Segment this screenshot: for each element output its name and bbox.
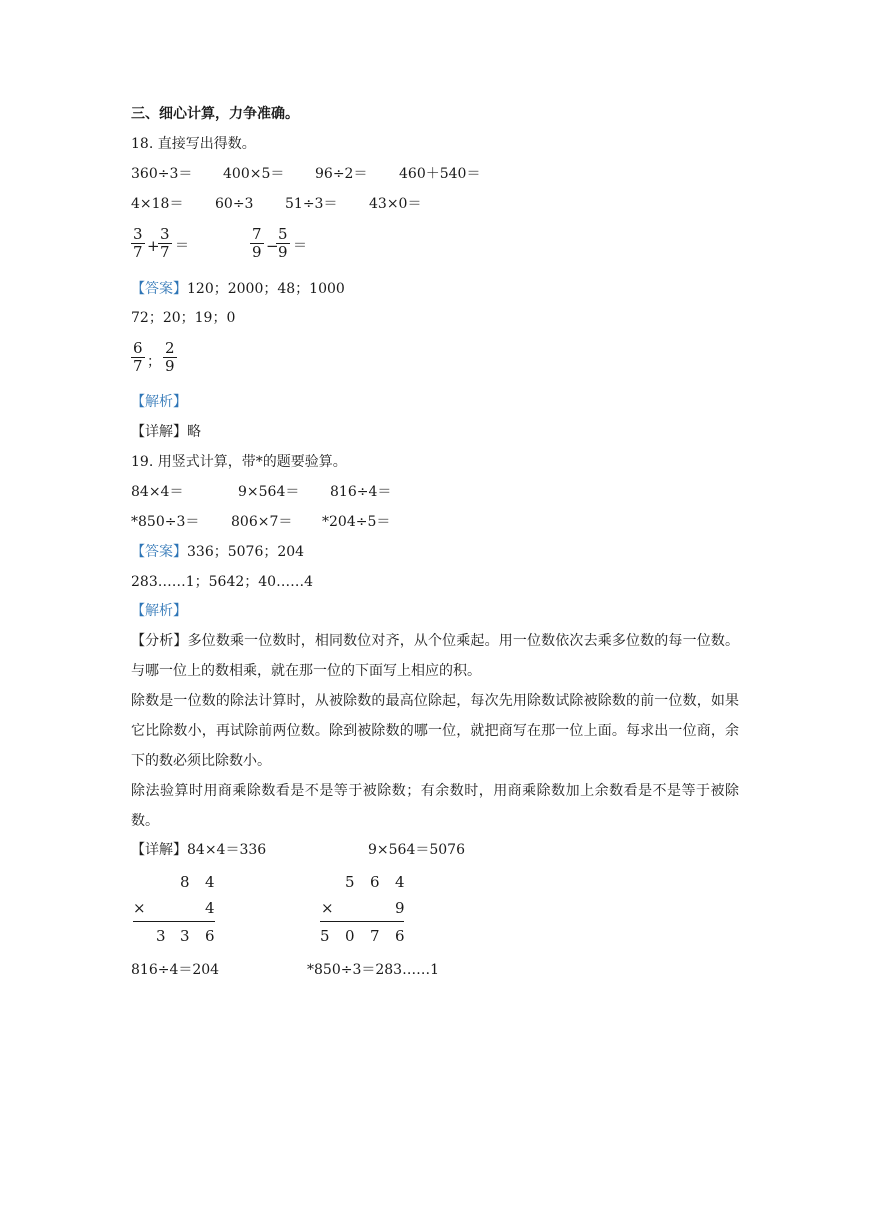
q18-answer [131,279,345,299]
vert1-sign: × [133,899,146,917]
q19-answer [131,542,304,562]
q19-r2-c2: 806×7＝ [231,514,293,530]
q19-detail-eq4: *850÷3＝283……1 [307,962,439,978]
answer-tag: 【答案】 [131,281,187,297]
vert1-top-digit2: 4 [205,873,215,891]
q18-frac-b: 3 7 [160,225,170,261]
analysis-label: 【分析】 [131,633,188,649]
vert1-rule [133,921,215,922]
q19-prompt: 19. 用竖式计算，带*的题要验算。 [131,454,347,470]
vert2-top-digit3: 4 [395,873,405,891]
q18-r1-c2: 400×5＝ [223,166,285,182]
q19-para1: 【分析】多位数乘一位数时，相同数位对齐，从个位乘起。用一位数依次去乘多位数的每一位数。与哪一位上的数相乘，就在那一位的下面写上相应的积。 [131,633,740,679]
q19-r2-c3: *204÷5＝ [322,514,391,530]
q19-detail-eq2: 9×564＝5076 [368,842,465,858]
vert2-top-digit2: 6 [370,873,380,891]
q19-answer-line1: 336；5076；204 [187,544,305,560]
vert2-top-digit1: 5 [345,873,355,891]
vert2-result-digit4: 6 [395,927,405,945]
q18-r1-c3: 96÷2＝ [315,166,368,182]
q19-r2-c1: *850÷3＝ [131,514,200,530]
q18-r2-c1: 4×18＝ [131,196,184,212]
q18-frac-op2: − [266,237,279,255]
q18-r2-c4: 43×0＝ [369,196,422,212]
q18-r2-c3: 51÷3＝ [285,196,338,212]
vert1-multiplier: 4 [205,899,215,917]
q19-detail-eq3: 816÷4＝204 [131,962,220,978]
q18-r1-c4: 460＋540＝ [399,166,481,182]
q18-frac-a: 3 7 [133,225,143,261]
answer-tag: 【答案】 [131,544,187,560]
q18-answer-line2: 72；20；19；0 [131,310,236,326]
vert2-result-digit1: 5 [320,927,330,945]
q18-frac-op: + [147,237,160,255]
section-title: 三、细心计算，力争准确。 [131,106,299,122]
q18-frac-c: 7 9 [252,225,262,261]
q18-prompt: 18. 直接写出得数。 [131,136,256,152]
q18-r2-c2: 60÷3 [215,196,254,212]
q19-detail-eq1: 【详解】84×4＝336 [131,842,267,858]
q18-answer-sep: ； [147,354,161,370]
q19-r1-c1: 84×4＝ [131,484,184,500]
q19-analysis-tag: 【解析】 [131,603,187,619]
vert2-result-digit3: 7 [370,927,380,945]
vert1-result-digit1: 3 [156,927,166,945]
q18-r1-c1: 360÷3＝ [131,166,193,182]
q18-frac-eq2: ＝ [293,238,307,254]
q18-analysis-tag: 【解析】 [131,394,187,410]
q18-answer-line1: 120；2000；48；1000 [187,281,345,297]
q18-answer-frac2: 2 9 [165,339,175,375]
q19-r1-c3: 816÷4＝ [330,484,392,500]
q18-frac-d: 5 9 [278,225,288,261]
vert1-result-digit2: 3 [180,927,190,945]
vert2-rule [320,921,404,922]
q19-answer-line2: 283……1；5642；40……4 [131,574,313,590]
vert1-top-digit1: 8 [180,873,190,891]
vert2-sign: × [321,899,334,917]
vert2-result-digit2: 0 [345,927,355,945]
vert1-result-digit3: 6 [205,927,215,945]
q18-frac-eq: ＝ [175,238,189,254]
q19-r1-c2: 9×564＝ [238,484,300,500]
vert2-multiplier: 9 [395,899,405,917]
detail-label: 【详解】 [131,842,187,858]
q19-para2: 除数是一位数的除法计算时，从被除数的最高位除起，每次先用除数试除被除数的前一位数，如果它比除数小，再试除前两位数。除到被除数的哪一位，就把商写在那一位上面。每求出一位商，余下的数必须比除数小。 [131,693,739,769]
q18-answer-frac1: 6 7 [133,339,143,375]
q18-detail: 【详解】略 [131,424,201,440]
q19-para3: 除法验算时用商乘除数看是不是等于被除数；有余数时，用商乘除数加上余数看是不是等于被除数。 [131,783,739,829]
